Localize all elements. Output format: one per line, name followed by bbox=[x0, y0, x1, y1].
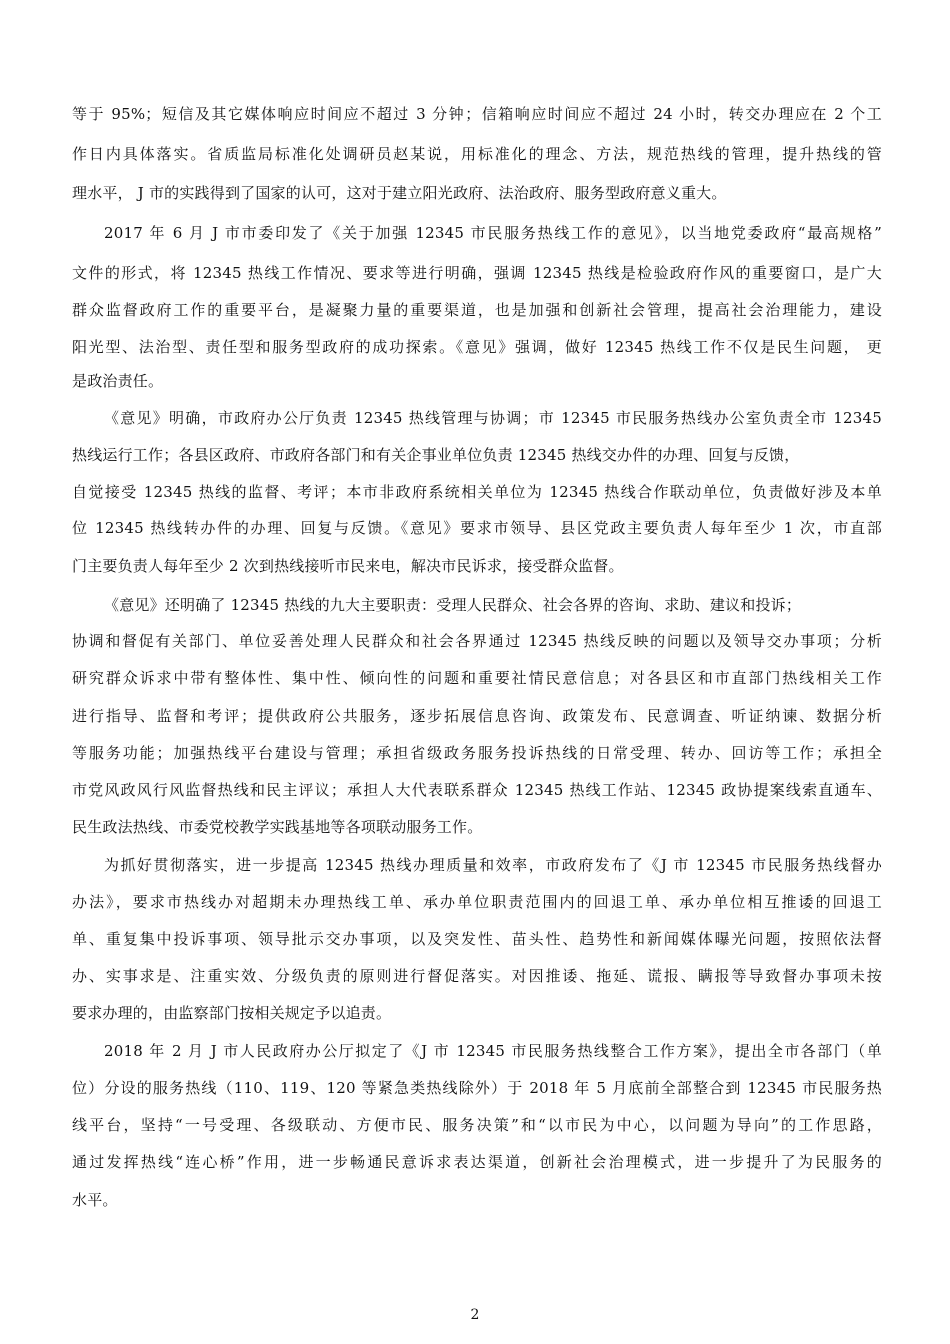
text-line: 协调和督促有关部门、单位妥善处理人民群众和社会各界通过 12345 热线反映的问题以及领导交办事项；分析 bbox=[72, 632, 882, 650]
text-line: 办法》，要求市热线办对超期未办理热线工单、承办单位职责范围内的回退工单、承办单位相互推诿的回退工 bbox=[72, 893, 882, 911]
text-line: 研究群众诉求中带有整体性、集中性、倾向性的问题和重要社情民意信息；对各县区和市直部门热线相关工作 bbox=[72, 669, 882, 687]
text-line: 《意见》还明确了 12345 热线的九大主要职责：受理人民群众、社会各界的咨询、求助、建议和投诉； bbox=[104, 596, 802, 614]
text-line: 市党风政风行风监督热线和民主评议；承担人大代表联系群众 12345 热线工作站、12345 政协提案线索直通车、 bbox=[72, 781, 882, 799]
text-line: 位 12345 热线转办件的办理、回复与反馈。《意见》要求市领导、县区党政主要负责人每年至少 1 次，市直部 bbox=[72, 519, 882, 537]
text-line: 位）分设的服务热线（110、119、120 等紧急类热线除外）于 2018 年 5 月底前全部整合到 12345 市民服务热 bbox=[72, 1079, 882, 1097]
text-line: 线平台，坚持“一号受理、各级联动、方便市民、服务决策”和“以市民为中心，以问题为导向”的工作思路， bbox=[72, 1116, 882, 1134]
text-line: 《意见》明确，市政府办公厅负责 12345 热线管理与协调；市 12345 市民服务热线办公室负责全市 12345 bbox=[104, 409, 882, 427]
text-line: 等服务功能；加强热线平台建设与管理；承担省级政务服务投诉热线的日常受理、转办、回访等工作；承担全 bbox=[72, 744, 882, 762]
text-line: 2018 年 2 月 J 市人民政府办公厅拟定了《J 市 12345 市民服务热线整合工作方案》，提出全市各部门（单 bbox=[104, 1042, 882, 1060]
text-line: 门主要负责人每年至少 2 次到热线接听市民来电，解决市民诉求，接受群众监督。 bbox=[72, 557, 624, 575]
text-line: 文件的形式，将 12345 热线工作情况、要求等进行明确，强调 12345 热线是检验政府作风的重要窗口，是广大 bbox=[72, 264, 882, 282]
text-line: 等于 95%；短信及其它媒体响应时间应不超过 3 分钟；信箱响应时间应不超过 24 小时，转交办理应在 2 个工 bbox=[72, 105, 882, 123]
text-line: 为抓好贯彻落实，进一步提高 12345 热线办理质量和效率，市政府发布了《J 市 12345 市民服务热线督办 bbox=[104, 856, 882, 874]
text-line: 热线运行工作；各县区政府、市政府各部门和有关企事业单位负责 12345 热线交办件的办理、回复与反馈， bbox=[72, 446, 800, 464]
text-line: 办、实事求是、注重实效、分级负责的原则进行督促落实。对因推诿、拖延、谎报、瞒报等导致督办事项未按 bbox=[72, 967, 882, 985]
text-line: 自觉接受 12345 热线的监督、考评；本市非政府系统相关单位为 12345 热线合作联动单位，负责做好涉及本单 bbox=[72, 483, 882, 501]
text-line: 单、重复集中投诉事项、领导批示交办事项，以及突发性、苗头性、趋势性和新闻媒体曝光问题，按照依法督 bbox=[72, 930, 882, 948]
text-line: 作日内具体落实。省质监局标准化处调研员赵某说，用标准化的理念、方法，规范热线的管理，提升热线的管 bbox=[72, 145, 882, 163]
text-line: 民生政法热线、市委党校教学实践基地等各项联动服务工作。 bbox=[72, 818, 483, 836]
text-line: 要求办理的，由监察部门按相关规定予以追责。 bbox=[72, 1004, 392, 1022]
text-line: 水平。 bbox=[72, 1191, 118, 1209]
text-line: 群众监督政府工作的重要平台，是凝聚力量的重要渠道，也是加强和创新社会管理，提高社会治理能力，建设 bbox=[72, 301, 882, 319]
text-line: 是政治责任。 bbox=[72, 372, 164, 390]
text-line: 阳光型、法治型、责任型和服务型政府的成功探索。《意见》强调，做好 12345 热线工作不仅是民生问题， 更 bbox=[72, 338, 882, 356]
text-line: 2017 年 6 月 J 市市委印发了《关于加强 12345 市民服务热线工作的意见》，以当地党委政府“最高规格” bbox=[104, 224, 882, 242]
page-number: 2 bbox=[470, 1307, 480, 1323]
text-line: 进行指导、监督和考评；提供政府公共服务，逐步拓展信息咨询、政策发布、民意调查、听证纳谏、数据分析 bbox=[72, 707, 882, 725]
text-line: 通过发挥热线“连心桥”作用，进一步畅通民意诉求表达渠道，创新社会治理模式，进一步提升了为民服务的 bbox=[72, 1153, 882, 1171]
text-line: 理水平， J 市的实践得到了国家的认可，这对于建立阳光政府、法治政府、服务型政府意义重大。 bbox=[72, 184, 727, 202]
